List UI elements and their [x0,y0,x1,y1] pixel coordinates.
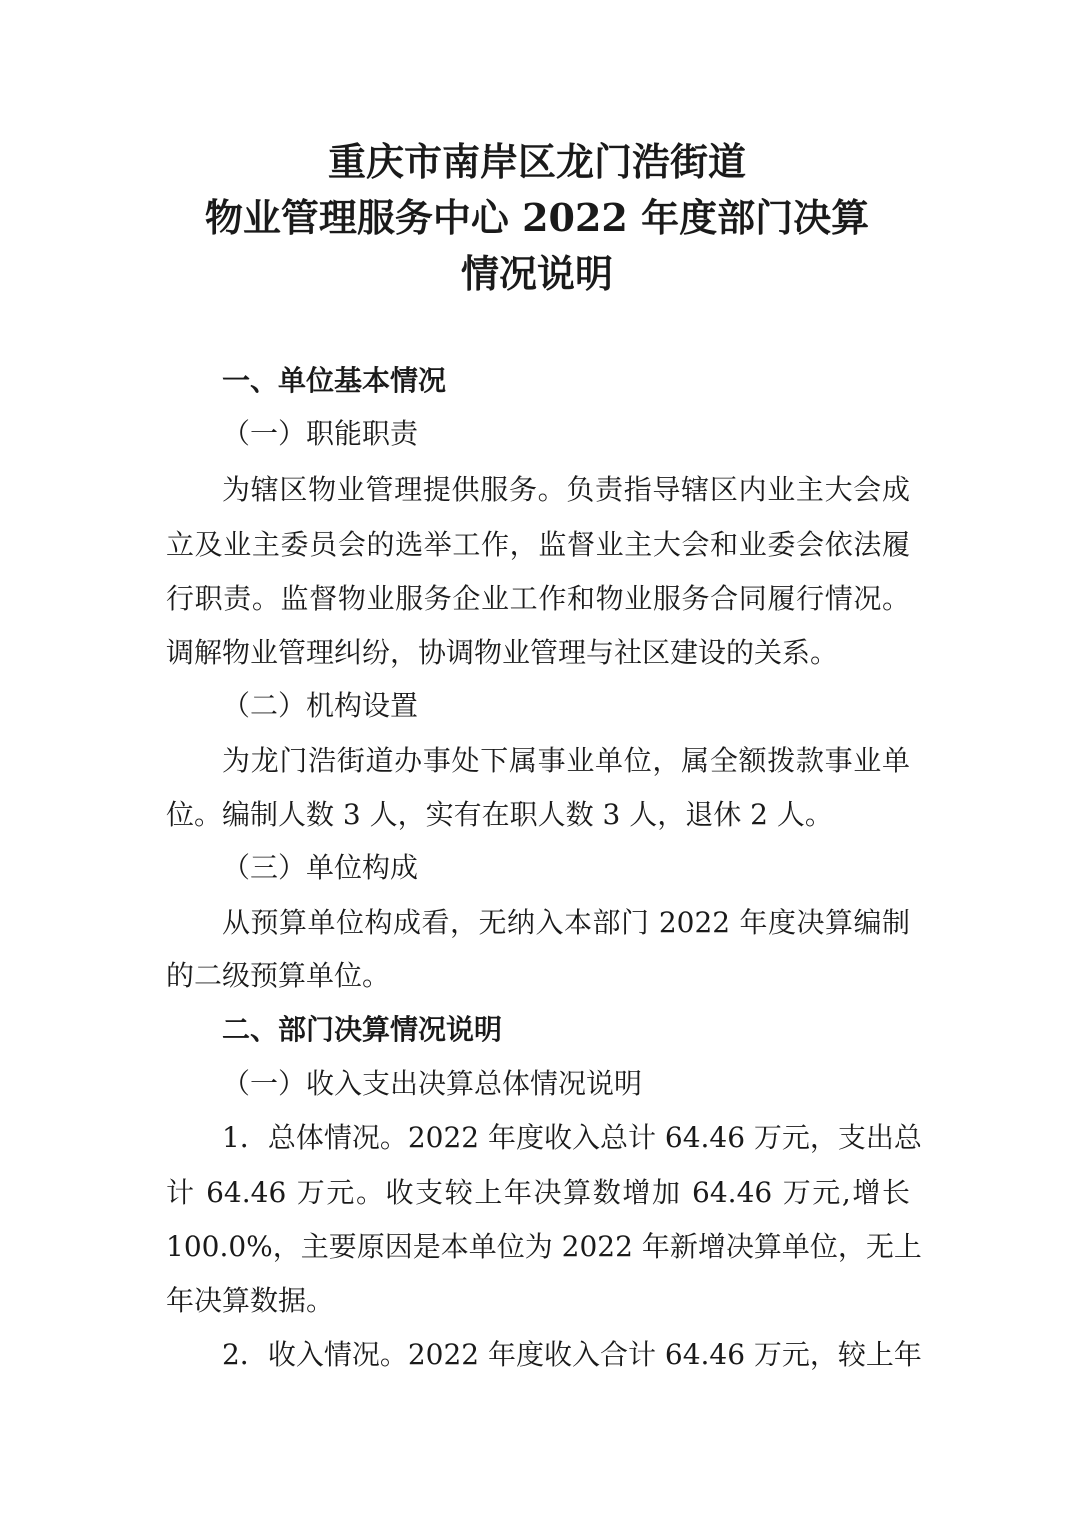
paragraph-line: 2．收入情况。2022 年度收入合计 64.46 万元，较上年 [222,1338,922,1371]
paragraph-line: 调解物业管理纠纷，协调物业管理与社区建设的关系。 [166,636,839,669]
paragraph-line: 位。编制人数 3 人，实有在职人数 3 人，退休 2 人。 [166,798,833,831]
paragraph-line: 从预算单位构成看，无纳入本部门 2022 年度决算编制 [222,906,910,939]
paragraph-line: 100.0%，主要原因是本单位为 2022 年新增决算单位，无上 [166,1230,922,1263]
paragraph-line: 行职责。监督物业服务企业工作和物业服务合同履行情况。 [166,582,910,615]
paragraph-line: 为辖区物业管理提供服务。负责指导辖区内业主大会成 [222,473,910,506]
paragraph-line: 立及业主委员会的选举工作，监督业主大会和业委会依法履 [166,528,910,561]
paragraph-line: 计 64.46 万元。收支较上年决算数增加 64.46 万元,增长 [166,1176,910,1209]
paragraph-line: 的二级预算单位。 [166,959,391,992]
subsection-title-organization: （二）机构设置 [222,689,419,722]
subsection-title-revenue-expenditure: （一）收入支出决算总体情况说明 [222,1067,643,1100]
subsection-title-composition: （三）单位构成 [222,851,419,884]
section-heading-basic-info: 一、单位基本情况 [222,364,447,397]
document-title-line-1: 重庆市南岸区龙门浩街道 [327,139,746,184]
subsection-title-functions: （一）职能职责 [222,417,419,450]
paragraph-line: 为龙门浩街道办事处下属事业单位，属全额拨款事业单 [222,744,910,777]
document-title-line-3: 情况说明 [460,251,613,296]
paragraph-line: 1．总体情况。2022 年度收入总计 64.46 万元，支出总 [222,1121,922,1154]
section-heading-final-accounts: 二、部门决算情况说明 [222,1013,503,1046]
document-title-line-2: 物业管理服务中心 2022 年度部门决算 [204,195,870,240]
paragraph-line: 年决算数据。 [166,1284,335,1317]
